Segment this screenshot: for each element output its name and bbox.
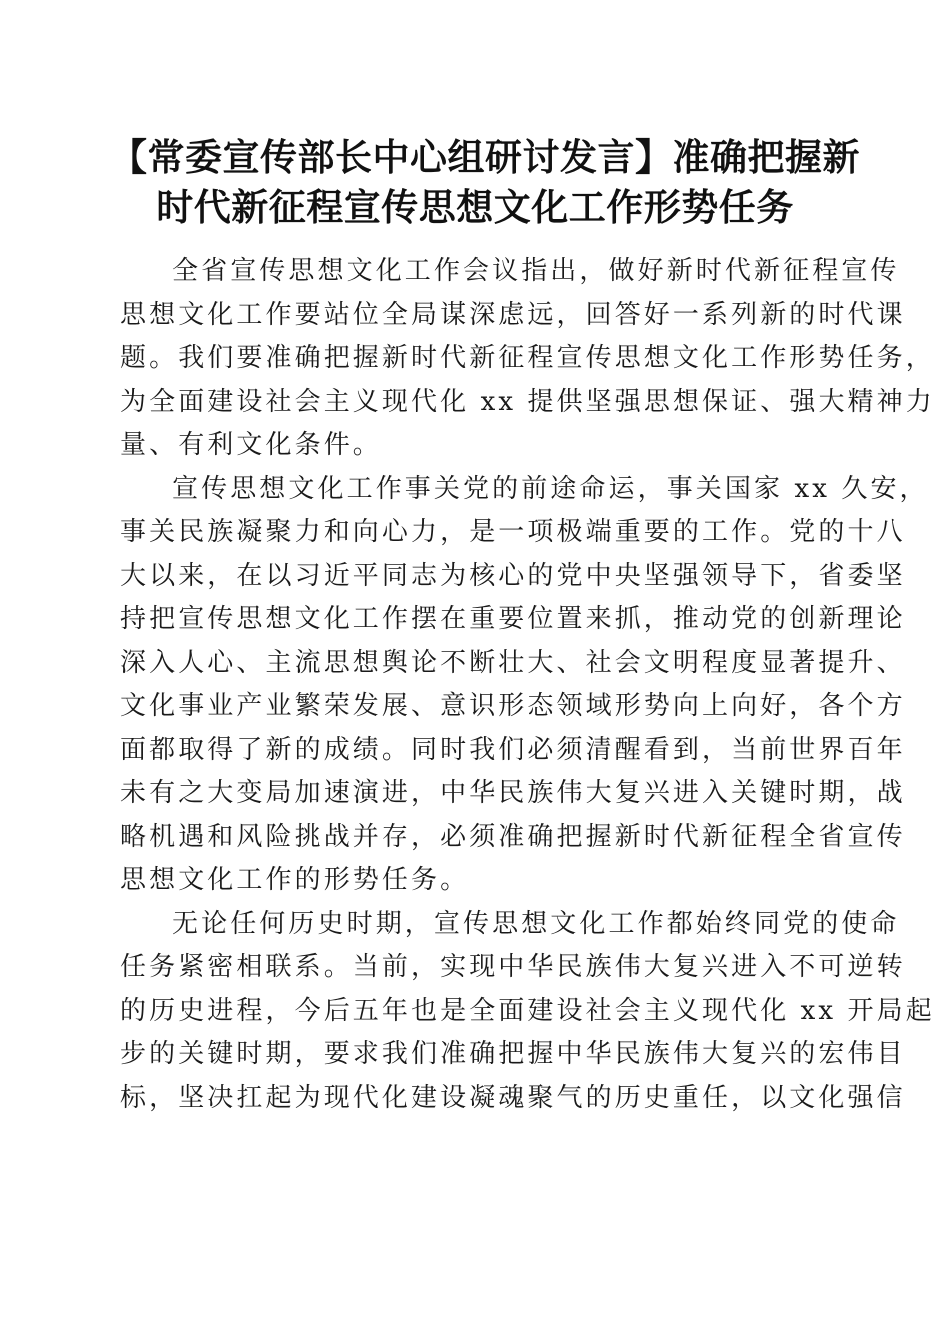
text-line: 面都取得了新的成绩。同时我们必须清醒看到，当前世界百年 bbox=[120, 734, 906, 765]
paragraph-3 bbox=[120, 903, 935, 1121]
text-line: 的历史进程，今后五年也是全面建设社会主义现代化 xx 开局起 bbox=[120, 995, 935, 1026]
text-line: 标，坚决扛起为现代化建设凝魂聚气的历史重任，以文化强信 bbox=[120, 1082, 906, 1113]
document-title bbox=[110, 133, 860, 233]
text-line: 题。我们要准确把握新时代新征程宣传思想文化工作形势任务， bbox=[120, 343, 935, 373]
text-line: 步的关键时期，要求我们准确把握中华民族伟大复兴的宏伟目 bbox=[120, 1039, 906, 1069]
text-line: 持把宣传思想文化工作摆在重要位置来抓，推动党的创新理论 bbox=[120, 604, 906, 634]
paragraph-2 bbox=[120, 468, 929, 903]
text-line: 大以来，在以习近平同志为核心的党中央坚强领导下，省委坚 bbox=[120, 560, 906, 591]
paragraph-1 bbox=[120, 250, 935, 468]
text-line: 文化事业产业繁荣发展、意识形态领域形势向上向好，各个方 bbox=[120, 691, 906, 721]
text-line: 思想文化工作的形势任务。 bbox=[120, 865, 470, 895]
text-line: 为全面建设社会主义现代化 xx 提供坚强思想保证、强大精神力 bbox=[120, 386, 935, 417]
text-line: 全省宣传思想文化工作会议指出，做好新时代新征程宣传 bbox=[172, 256, 900, 286]
text-line: 任务紧密相联系。当前，实现中华民族伟大复兴进入不可逆转 bbox=[120, 952, 906, 982]
text-line: 无论任何历史时期，宣传思想文化工作都始终同党的使命 bbox=[172, 908, 900, 939]
document-body bbox=[120, 250, 935, 1120]
title-line: 【常委宣传部长中心组研讨发言】准确把握新 bbox=[110, 136, 860, 179]
text-line: 略机遇和风险挑战并存，必须准确把握新时代新征程全省宣传 bbox=[120, 821, 906, 852]
text-line: 思想文化工作要站位全局谋深虑远，回答好一系列新的时代课 bbox=[120, 299, 906, 330]
text-line: 量、有利文化条件。 bbox=[120, 430, 382, 460]
text-line: 事关民族凝聚力和向心力，是一项极端重要的工作。党的十八 bbox=[120, 517, 906, 547]
text-line: 未有之大变局加速演进，中华民族伟大复兴进入关键时期，战 bbox=[120, 778, 906, 808]
text-line: 深入人心、主流思想舆论不断壮大、社会文明程度显著提升、 bbox=[120, 647, 906, 678]
text-line: 宣传思想文化工作事关党的前途命运，事关国家 xx 久安， bbox=[172, 473, 929, 504]
title-line: 时代新征程宣传思想文化工作形势任务 bbox=[156, 186, 794, 229]
